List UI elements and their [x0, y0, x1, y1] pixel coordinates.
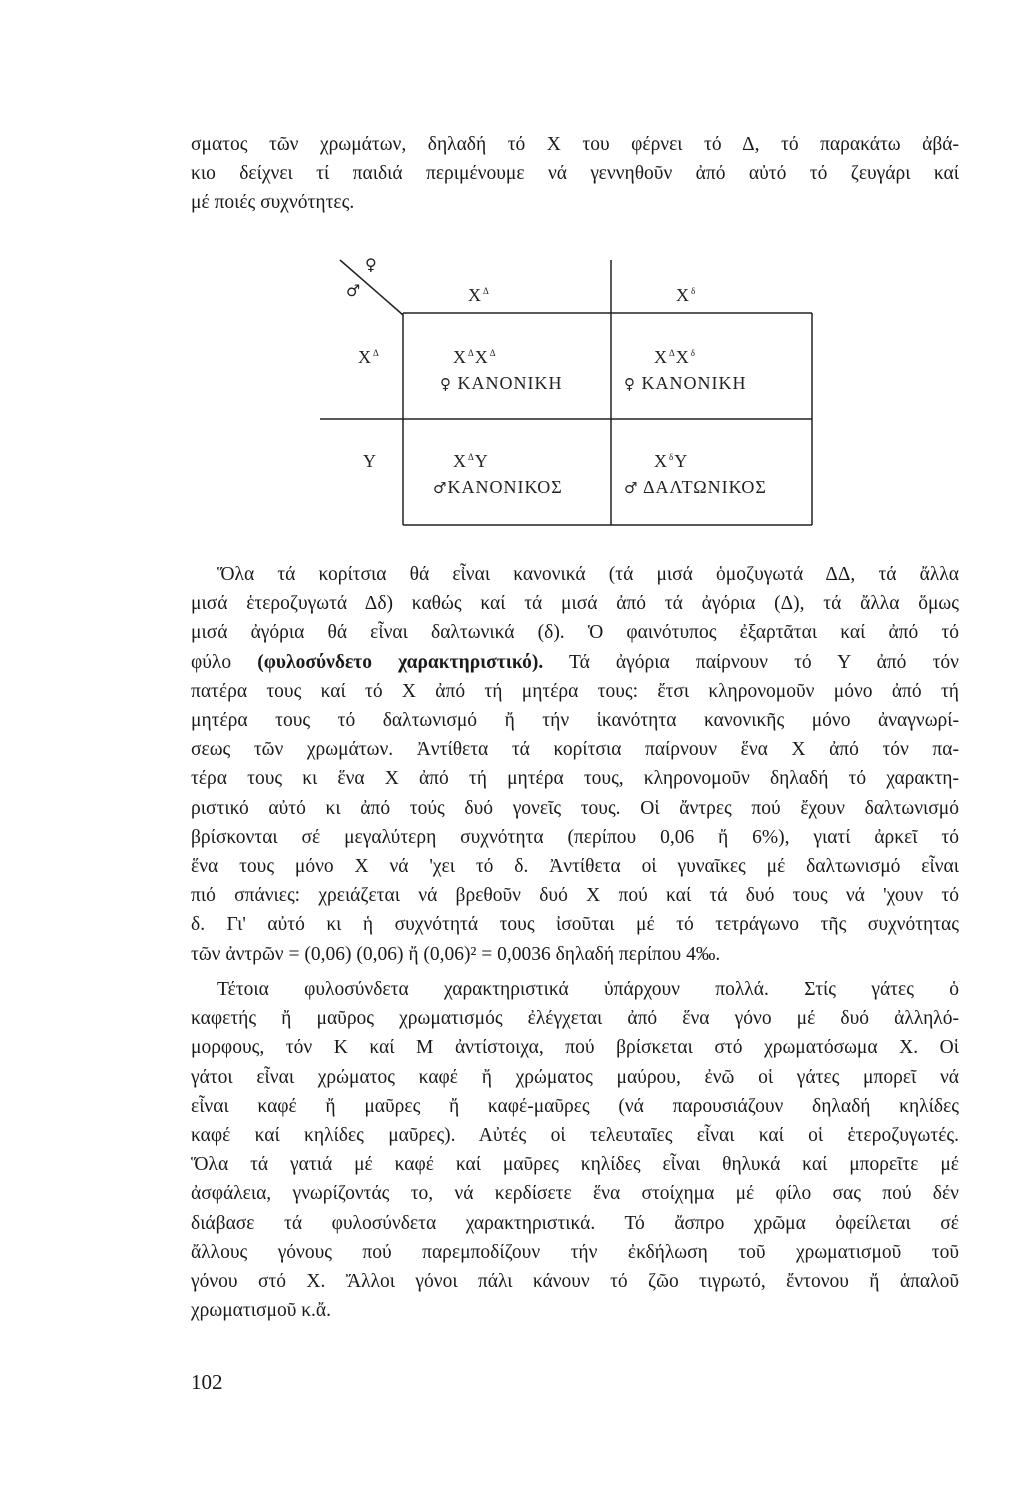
cell-phenotype: ♀ ΚΑΝΟΝΙΚΗ [440, 373, 563, 393]
page-number: 102 [191, 1370, 223, 1394]
text-line: πατέρα τους καί τό Χ ἀπό τή μητέρα τους: ἔτσι κληρονομοῦν μόνο ἀπό τή [191, 680, 959, 702]
text-line: γάτοι εἶναι χρώματος καφέ ἤ χρώματος μαύρου, ἐνῶ οἱ γάτες μπορεῖ νά [191, 1066, 959, 1088]
text-line: τῶν ἀντρῶν = (0,06) (0,06) ἤ (0,06)² = 0,0036 δηλαδή περίπου 4‰. [191, 943, 721, 965]
text-line: καφετής ἤ μαῦρος χρωματισμός ἐλέγχεται ἀπό ἕνα γόνο μέ δυό ἀλληλό- [191, 1008, 959, 1030]
col2-header: $X^\delta$ [676, 285, 697, 305]
text-line: τέρα τους κι ἕνα Χ ἀπό τή μητέρα τους, κληρονομοῦν δηλαδή τό χαρακτη- [191, 768, 959, 790]
female-symbol: ♀ [365, 255, 377, 274]
text-line: μορφους, τόν Κ καί Μ ἀντίστοιχα, πού βρίσκεται στό χρωματόσωμα Χ. Οἱ [191, 1037, 959, 1059]
text-line: μισά ἑτεροζυγωτά Δδ) καθώς καί τά μισά ἀπό τά ἀγόρια (Δ), τά ἄλλα ὅμως [191, 593, 959, 615]
text-line: Ὅλα τά γατιά μέ καφέ καί μαῦρες κηλίδες εἶναι θηλυκά καί μπορεῖτε μέ [191, 1154, 959, 1176]
punnett-square [318, 255, 818, 530]
text-line: γόνου στό Χ. Ἄλλοι γόνοι πάλι κάνουν τό ζῶο τιγρωτό, ἔντονου ἤ ἁπαλοῦ [191, 1271, 959, 1293]
text-line: μισά ἀγόρια θά εἶναι δαλτωνικά (δ). Ὁ φαινότυπος ἐξαρτᾶται καί ἀπό τό [191, 622, 959, 644]
cell-genotype: $X^\Delta X^\Delta$ [453, 347, 497, 367]
text-line: βρίσκονται σέ μεγαλύτερη συχνότητα (περίπου 0,06 ἤ 6%), γιατί ἀρκεῖ τό [191, 826, 959, 848]
col1-header: $X^\Delta$ [468, 285, 490, 305]
cell-phenotype: ♀ ΚΑΝΟΝΙΚΗ [624, 373, 747, 393]
text-line: Ὅλα τά κορίτσια θά εἶναι κανονικά (τά μισά ὁμοζυγωτά ΔΔ, τά ἄλλα [217, 564, 959, 585]
text-line: διάβασε τά φυλοσύνδετα χαρακτηριστικά. Τό ἄσπρο χρῶμα ὀφείλεται σέ [191, 1212, 959, 1234]
text-line: μητέρα τους τό δαλτωνισμό ἤ τήν ἱκανότητα κανονικῆς μόνο ἀναγνωρί- [191, 710, 959, 732]
text-line: ριστικό αὐτό κι ἀπό τούς δυό γονεῖς τους. Οἱ ἄντρες πού ἔχουν δαλτωνισμό [191, 797, 959, 819]
paragraph-bottom [191, 975, 959, 1325]
cell-phenotype: ♂ΚΑΝΟΝΙΚΟΣ [433, 477, 563, 497]
text-line: εἶναι καφέ ἤ μαῦρες ἤ καφέ-μαῦρες (νά παρουσιάζουν δηλαδή κηλίδες [191, 1095, 959, 1117]
cell-genotype: $X^\Delta X^\delta$ [654, 347, 697, 367]
row1-header: $X^\Delta$ [358, 347, 380, 367]
text-line: μέ ποιές συχνότητες. [191, 192, 355, 214]
text-line: πιό σπάνιες: χρειάζεται νά βρεθοῦν δυό Χ πού καί τά δυό τους νά 'χουν τό [191, 885, 959, 907]
text-line: Τέτοια φυλοσύνδετα χαρακτηριστικά ὑπάρχουν πολλά. Στίς γάτες ὁ [217, 979, 959, 1000]
text-line: κιο δείχνει τί παιδιά περιμένουμε νά γεννηθοῦν ἀπό αὐτό τό ζευγάρι καί [191, 163, 959, 185]
text-line: καφέ καί κηλίδες μαῦρες). Αὐτές οἱ τελευταῖες εἶναι καί οἱ ἑτεροζυγωτές. [191, 1125, 959, 1147]
male-symbol: ♂ [346, 281, 361, 300]
text-line: δ. Γι' αὐτό κι ἡ συχνότητά τους ἰσοῦται μέ τό τετράγωνο τῆς συχνότητας [191, 914, 959, 936]
cell-genotype: $X^\delta\Upsilon$ [654, 451, 689, 471]
text-line: σματος τῶν χρωμάτων, δηλαδή τό Χ του φέρνει τό Δ, τό παρακάτω ἀβά- [191, 134, 959, 155]
paragraph-top [191, 130, 959, 218]
bold-term: (φυλοσύνδετο χαρακτηριστικό). [257, 651, 544, 673]
text-line: ἀσφάλεια, γνωρίζοντάς το, νά κερδίσετε ἕνα στοίχημα μέ φίλο σας πού δέν [191, 1183, 959, 1205]
text-line: χρωματισμοῦ κ.ἄ. [191, 1300, 332, 1322]
text-line: ἕνα τους μόνο Χ νά 'χει τό δ. Ἀντίθετα οἱ γυναῖκες μέ δαλτωνισμό εἶναι [191, 856, 959, 878]
paragraph-middle [191, 560, 959, 969]
cell-genotype: $X^\Delta\Upsilon$ [453, 451, 489, 471]
cell-phenotype: ♂ ΔΑΛΤΩΝΙΚΟΣ [624, 477, 767, 497]
text-line: ἄλλους γόνους πού παρεμποδίζουν τήν ἐκδήλωση τοῦ χρωματισμοῦ τοῦ [191, 1241, 959, 1263]
row2-header: Υ [363, 451, 377, 471]
text-line: σεως τῶν χρωμάτων. Ἀντίθετα τά κορίτσια παίρνουν ἕνα Χ ἀπό τόν πα- [191, 739, 959, 761]
text-line: φύλο (φυλοσύνδετο χαρακτηριστικό). Τά ἀγόρια παίρνουν τό Υ ἀπό τόν [191, 651, 959, 673]
